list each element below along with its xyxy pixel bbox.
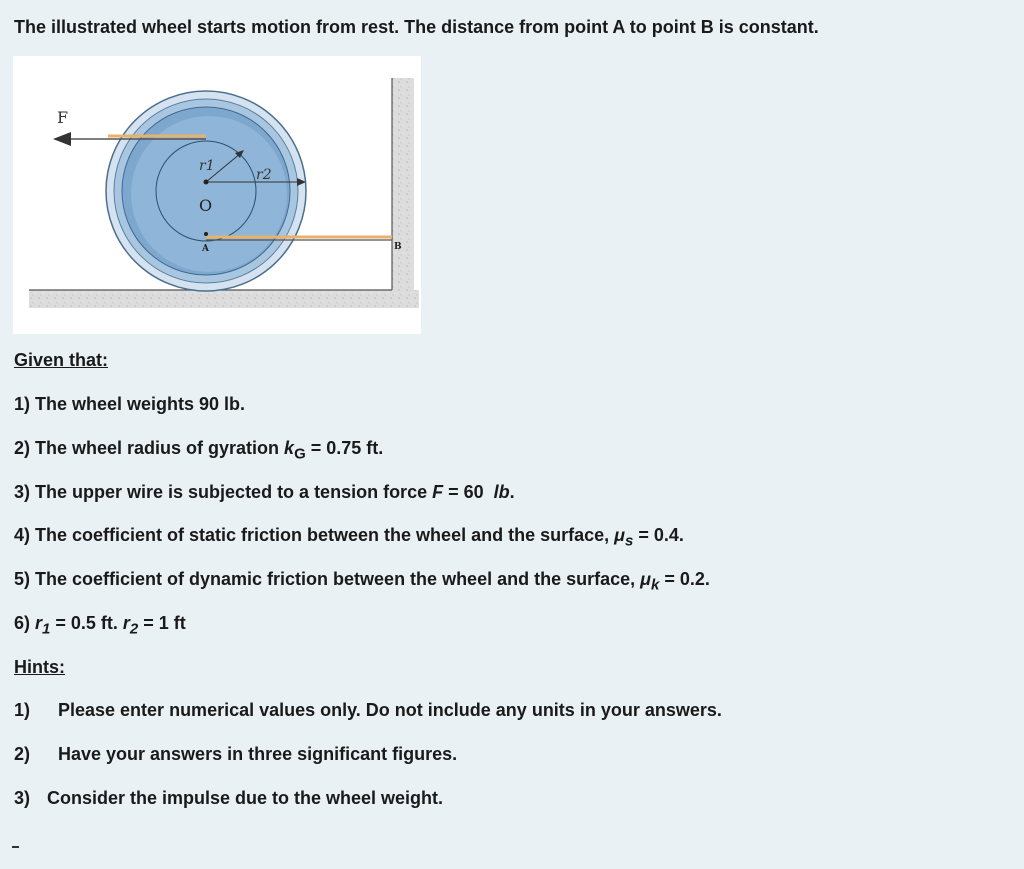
ground-surface xyxy=(29,290,419,308)
given-heading: Given that: xyxy=(14,350,109,370)
point-a-dot xyxy=(204,232,208,236)
wall xyxy=(392,78,414,308)
given-item-radii: 6) $r_1 = 0.5$ ft. $r_2 = 1$ ft xyxy=(14,613,186,638)
given-item-weight: 1) The wheel weights 90 lb. xyxy=(14,394,246,414)
given-item-static-friction: 4) The coefficient of static friction between the wheel and the surface, $\mu_s = 0.4$. xyxy=(14,525,684,550)
given-item-force: 3) The upper wire is subjected to a tension force F = 60 lb. xyxy=(14,482,515,502)
center-point xyxy=(204,180,209,185)
given-item-dynamic-friction: 5) The coefficient of dynamic friction between the wheel and the surface, $\mu_k = 0.2$. xyxy=(14,569,710,594)
wheel-diagram xyxy=(13,56,421,334)
r1-label: r1 xyxy=(199,158,215,174)
point-a-label: A xyxy=(202,244,209,254)
hint-item-1: 1) Please enter numerical values only. Do not include any units in your answers. xyxy=(14,700,722,720)
problem-intro: The illustrated wheel starts motion from rest. The distance from point A to point B is constant. xyxy=(14,17,819,37)
center-label: O xyxy=(199,196,213,215)
force-label: F xyxy=(57,108,69,127)
hints-heading: Hints: xyxy=(14,657,65,677)
r2-label: r2 xyxy=(256,167,272,183)
hint-item-2: 2) Have your answers in three significant figures. xyxy=(14,744,458,764)
force-arrow xyxy=(53,132,71,146)
wheel-figure xyxy=(13,56,421,334)
point-b-label: B xyxy=(394,242,402,252)
hint-item-3: 3) Consider the impulse due to the wheel weight. xyxy=(14,788,444,808)
text-cursor xyxy=(12,846,19,848)
given-item-gyration: 2) The wheel radius of gyration $k_G = 0.75$ ft. xyxy=(14,438,384,463)
